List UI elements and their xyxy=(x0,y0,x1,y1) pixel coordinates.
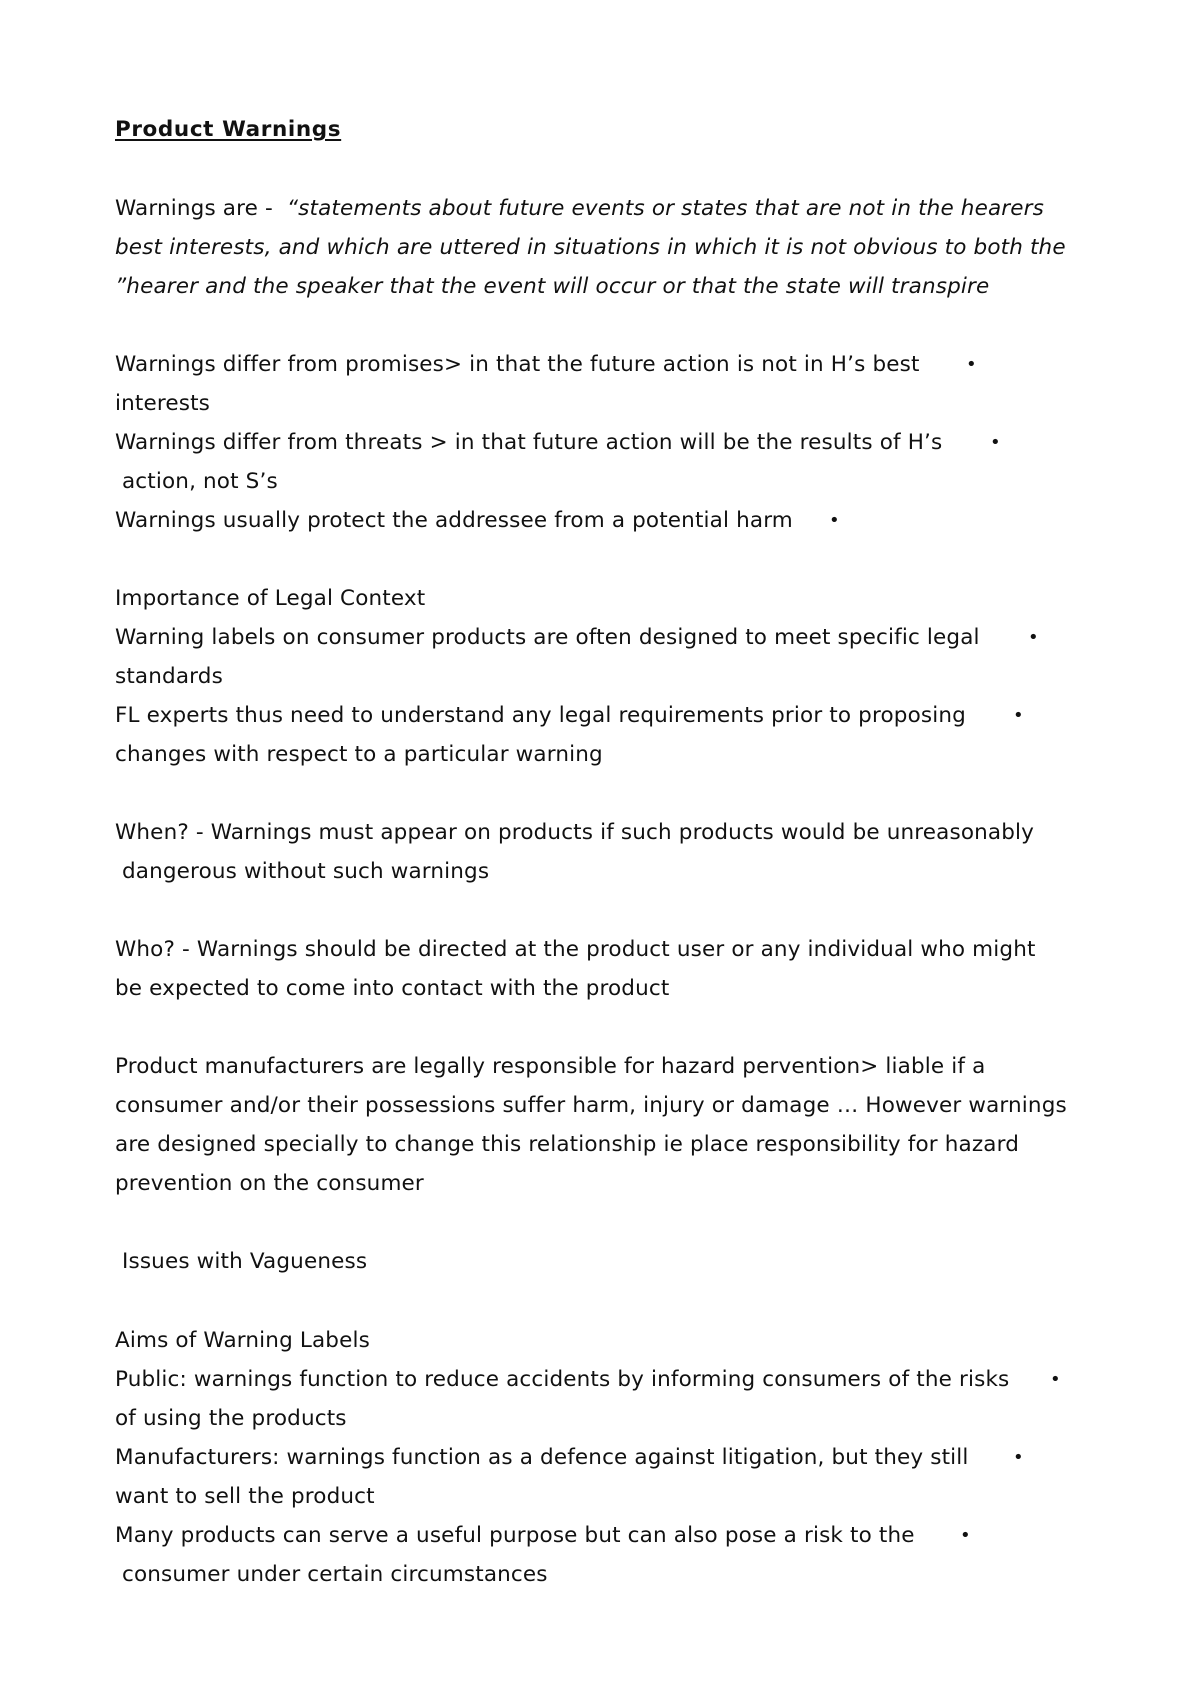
aims-item-3-line-2: consumer under certain circumstances xyxy=(115,1562,548,1587)
vagueness-heading: Issues with Vagueness xyxy=(115,1249,368,1274)
responsibility-line-4: prevention on the consumer xyxy=(115,1171,424,1196)
bullet-marker: • xyxy=(1050,1369,1061,1390)
bullet-marker: • xyxy=(960,1525,971,1546)
when-line-2: dangerous without such warnings xyxy=(115,859,490,884)
bullet-marker: • xyxy=(1013,705,1024,726)
difference-1-line-1: Warnings differ from promises> in that the future action is not in H’s best xyxy=(115,352,920,377)
definition-quote-3: ”hearer and the speaker that the event will occur or that the state will transpire xyxy=(115,274,990,299)
legal-item-2-line-1: FL experts thus need to understand any legal requirements prior to proposing xyxy=(115,703,966,728)
difference-2-line-2: action, not S’s xyxy=(115,469,278,494)
bullet-marker: • xyxy=(1028,627,1039,648)
aims-item-1-line-2: of using the products xyxy=(115,1406,347,1431)
aims-heading: Aims of Warning Labels xyxy=(115,1328,370,1353)
who-line-2: be expected to come into contact with the product xyxy=(115,976,670,1001)
responsibility-line-2: consumer and/or their possessions suffer harm, injury or damage … However warnings xyxy=(115,1093,1067,1118)
difference-2-line-1: Warnings differ from threats > in that future action will be the results of H’s xyxy=(115,430,943,455)
definition-line-1 xyxy=(115,195,1044,223)
bullet-marker: • xyxy=(1013,1447,1024,1468)
legal-context-heading: Importance of Legal Context xyxy=(115,586,426,611)
definition-quote-2: best interests, and which are uttered in situations in which it is not obvious to both the xyxy=(115,235,1066,260)
definition-lead: Warnings are - xyxy=(115,196,287,221)
difference-1-line-2: interests xyxy=(115,391,211,416)
who-line-1: Who? - Warnings should be directed at the product user or any individual who might xyxy=(115,937,1036,962)
bullet-marker: • xyxy=(829,510,840,531)
legal-item-1-line-2: standards xyxy=(115,664,223,689)
aims-item-1-line-1: Public: warnings function to reduce accidents by informing consumers of the risks xyxy=(115,1367,1010,1392)
aims-item-3-line-1: Many products can serve a useful purpose but can also pose a risk to the xyxy=(115,1523,915,1548)
when-line-1: When? - Warnings must appear on products if such products would be unreasonably xyxy=(115,820,1035,845)
aims-item-2-line-2: want to sell the product xyxy=(115,1484,375,1509)
responsibility-line-1: Product manufacturers are legally responsible for hazard pervention> liable if a xyxy=(115,1054,986,1079)
document-title: Product Warnings xyxy=(115,117,342,142)
difference-3-line-1: Warnings usually protect the addressee from a potential harm xyxy=(115,508,793,533)
legal-item-1-line-1: Warning labels on consumer products are often designed to meet specific legal xyxy=(115,625,980,650)
legal-item-2-line-2: changes with respect to a particular warning xyxy=(115,742,603,767)
responsibility-line-3: are designed specially to change this relationship ie place responsibility for hazard xyxy=(115,1132,1020,1157)
bullet-marker: • xyxy=(966,354,977,375)
aims-item-2-line-1: Manufacturers: warnings function as a defence against litigation, but they still xyxy=(115,1445,969,1470)
bullet-marker: • xyxy=(990,432,1001,453)
definition-quote-1: “statements about future events or states that are not in the hearers xyxy=(286,196,1044,221)
